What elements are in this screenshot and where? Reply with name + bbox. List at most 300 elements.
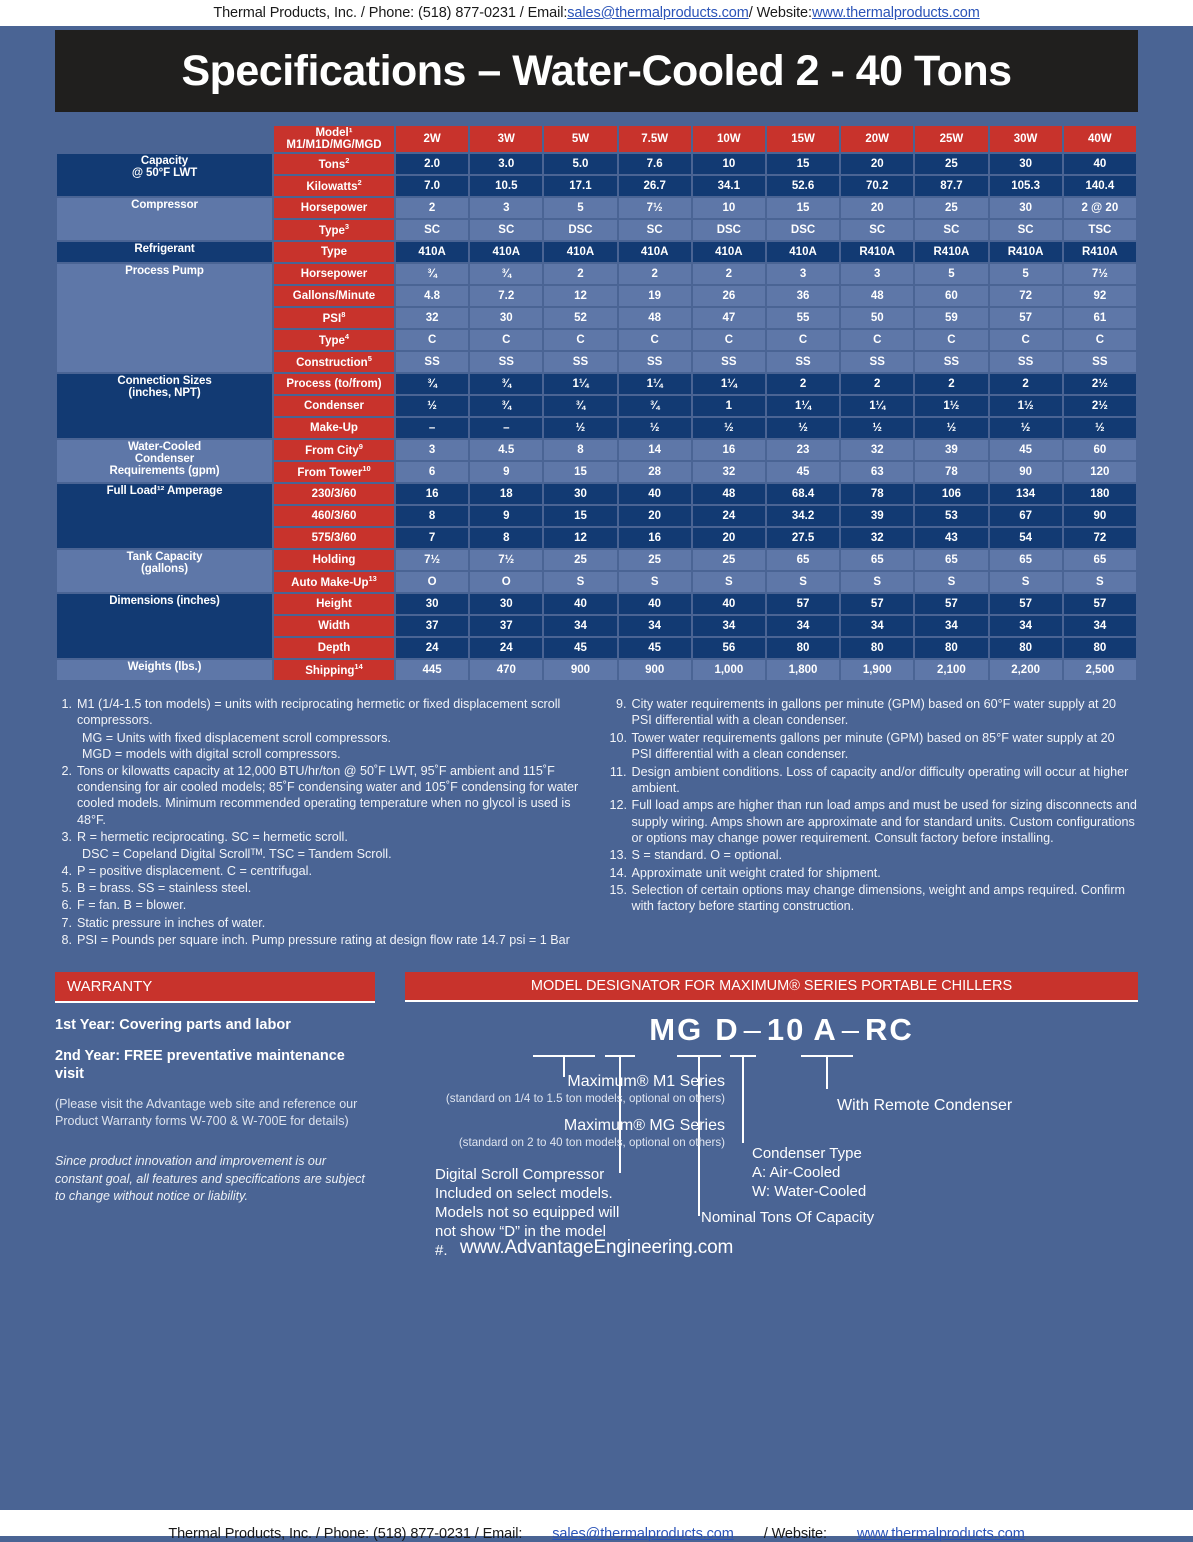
data-cell: SS <box>693 352 765 372</box>
data-cell: 40 <box>619 594 691 614</box>
data-cell: ¾ <box>470 264 542 284</box>
data-cell: S <box>1064 572 1136 592</box>
footnote-item <box>610 730 1139 763</box>
data-cell: 60 <box>915 286 987 306</box>
annotation-condenser-type <box>752 1144 866 1202</box>
data-cell: 4.8 <box>396 286 468 306</box>
data-cell: 34 <box>990 616 1062 636</box>
data-cell: 1,900 <box>841 660 913 680</box>
data-cell: R410A <box>915 242 987 262</box>
data-cell: 32 <box>841 528 913 548</box>
annotation-mg-title: Maximum® MG Series <box>563 1116 725 1134</box>
table-row <box>57 594 1136 614</box>
row-label: Construction$^5$ <box>274 352 394 372</box>
code-segment-mg: MG <box>649 1011 704 1047</box>
code-dash-2: – <box>841 1011 861 1047</box>
data-cell: SS <box>841 352 913 372</box>
data-cell: 80 <box>990 638 1062 658</box>
data-cell: 55 <box>767 308 839 328</box>
footnote-number: 13. <box>609 848 628 863</box>
data-cell: ¾ <box>396 264 468 284</box>
data-cell: 67 <box>990 506 1062 526</box>
table-row <box>57 242 1136 262</box>
data-cell: ½ <box>1064 418 1136 438</box>
data-cell: 20 <box>841 154 913 174</box>
data-cell: 2.0 <box>396 154 468 174</box>
data-cell: 1 <box>693 396 765 416</box>
contact-email-link-bottom[interactable]: sales@thermalproducts.com <box>552 1526 734 1542</box>
footnote-text: Full load amps are higher than run load amps and must be used for sizing disconnects and supply wiring. Amps shown are approximate and for standard units. Custom configurations or options may change power requirement. Consult factory before installing. <box>631 798 1137 845</box>
column-header-7.5w: 7.5W <box>619 126 691 152</box>
footnote-text: B = brass. SS = stainless steel. <box>77 881 252 896</box>
bottom-contact-bar <box>0 1510 1193 1542</box>
data-cell: 2,500 <box>1064 660 1136 680</box>
warranty-heading: WARRANTY <box>55 972 375 1003</box>
footnote-number: 12. <box>609 798 628 813</box>
data-cell: ½ <box>619 418 691 438</box>
contact-email-link[interactable]: sales@thermalproducts.com <box>567 5 749 21</box>
data-cell: – <box>396 418 468 438</box>
table-row <box>57 550 1136 570</box>
data-cell: 34 <box>767 616 839 636</box>
footnote-text: PSI = Pounds per square inch. Pump pressure rating at design flow rate 14.7 psi = 1 Bar <box>77 933 570 948</box>
table-row <box>57 154 1136 174</box>
data-cell: 52.6 <box>767 176 839 196</box>
data-cell: 25 <box>619 550 691 570</box>
data-cell: C <box>693 330 765 350</box>
data-cell: 34.1 <box>693 176 765 196</box>
data-cell: 80 <box>841 638 913 658</box>
data-cell: 39 <box>841 506 913 526</box>
data-cell: 65 <box>1064 550 1136 570</box>
column-header-3w: 3W <box>470 126 542 152</box>
row-label: Height <box>274 594 394 614</box>
data-cell: 15 <box>767 154 839 174</box>
data-cell: 19 <box>619 286 691 306</box>
data-cell: 20 <box>693 528 765 548</box>
data-cell: O <box>470 572 542 592</box>
data-cell: 80 <box>1064 638 1136 658</box>
data-cell: 50 <box>841 308 913 328</box>
data-cell: 20 <box>619 506 691 526</box>
data-cell: 4.5 <box>470 440 542 460</box>
data-cell: 26.7 <box>619 176 691 196</box>
data-cell: 25 <box>915 154 987 174</box>
footnote-item <box>610 764 1139 797</box>
data-cell: 5 <box>915 264 987 284</box>
data-cell: R410A <box>990 242 1062 262</box>
table-row <box>57 198 1136 218</box>
warranty-panel <box>55 972 375 1227</box>
data-cell: 7½ <box>619 198 691 218</box>
data-cell: 8 <box>396 506 468 526</box>
annotation-m1-title: Maximum® M1 Series <box>567 1072 725 1090</box>
data-cell: 140.4 <box>1064 176 1136 196</box>
data-cell: 36 <box>767 286 839 306</box>
contact-website-link[interactable]: www.thermalproducts.com <box>811 5 980 21</box>
data-cell: 3 <box>841 264 913 284</box>
data-cell: S <box>619 572 691 592</box>
data-cell: 5.0 <box>544 154 616 174</box>
column-header-15w: 15W <box>767 126 839 152</box>
data-cell: S <box>767 572 839 592</box>
footnote-item <box>55 880 584 896</box>
data-cell: 80 <box>767 638 839 658</box>
data-cell: 72 <box>1064 528 1136 548</box>
data-cell: 5 <box>990 264 1062 284</box>
footnote-number: 6. <box>61 898 72 913</box>
data-cell: 37 <box>470 616 542 636</box>
data-cell: 7 <box>396 528 468 548</box>
data-cell: 72 <box>990 286 1062 306</box>
footnote-text: S = standard. O = optional. <box>631 848 783 863</box>
data-cell: ½ <box>767 418 839 438</box>
data-cell: 16 <box>396 484 468 504</box>
data-cell: 56 <box>693 638 765 658</box>
footnote-subline: MG = Units with fixed displacement scroll compressors. <box>82 730 391 745</box>
data-cell: 39 <box>915 440 987 460</box>
group-label-5: Water-Cooled Condenser Requirements (gpm) <box>57 440 272 482</box>
data-cell: 9 <box>470 462 542 482</box>
group-label-2: Refrigerant <box>57 242 272 262</box>
row-label: Shipping$^{14}$ <box>274 660 394 680</box>
data-cell: 1½ <box>915 396 987 416</box>
contact-mid-bottom: / Website: <box>763 1526 827 1542</box>
data-cell: 57 <box>990 594 1062 614</box>
footnote-text: P = positive displacement. C = centrifugal. <box>77 863 312 878</box>
data-cell: 7½ <box>396 550 468 570</box>
data-cell: 59 <box>915 308 987 328</box>
data-cell: S <box>915 572 987 592</box>
data-cell: 32 <box>693 462 765 482</box>
row-label: Gallons/Minute <box>274 286 394 306</box>
data-cell: C <box>915 330 987 350</box>
data-cell: 60 <box>1064 440 1136 460</box>
footnote-number: 8. <box>61 933 72 948</box>
data-cell: ½ <box>544 418 616 438</box>
title-banner-wrap <box>0 26 1193 112</box>
column-header-40w: 40W <box>1064 126 1136 152</box>
data-cell: 8 <box>544 440 616 460</box>
group-label-1: Compressor <box>57 198 272 240</box>
data-cell: 28 <box>619 462 691 482</box>
data-cell: 16 <box>619 528 691 548</box>
data-cell: ½ <box>841 418 913 438</box>
footnote-number: 14. <box>609 865 628 880</box>
table-row <box>57 484 1136 504</box>
data-cell: DSC <box>544 220 616 240</box>
model-code <box>405 1012 1138 1048</box>
row-label: 230/3/60 <box>274 484 394 504</box>
data-cell: 57 <box>1064 594 1136 614</box>
data-cell: 10.5 <box>470 176 542 196</box>
data-cell: 1½ <box>990 396 1062 416</box>
data-cell: SC <box>470 220 542 240</box>
data-cell: 34 <box>841 616 913 636</box>
data-cell: SS <box>396 352 468 372</box>
data-cell: 2 <box>619 264 691 284</box>
data-cell: 7.0 <box>396 176 468 196</box>
data-cell: 900 <box>544 660 616 680</box>
data-cell: 78 <box>915 462 987 482</box>
column-header-25w: 25W <box>915 126 987 152</box>
data-cell: C <box>1064 330 1136 350</box>
footnote-text: R = hermetic reciprocating. SC = hermetic scroll. <box>77 830 348 844</box>
data-cell: 48 <box>619 308 691 328</box>
footnotes-left-column <box>55 696 584 949</box>
top-contact-bar <box>0 0 1193 26</box>
page-title: Specifications – Water-Cooled 2 - 40 Tons <box>181 46 1012 95</box>
specifications-table <box>55 124 1138 682</box>
data-cell: 65 <box>841 550 913 570</box>
data-cell: 23 <box>767 440 839 460</box>
data-cell: 3.0 <box>470 154 542 174</box>
data-cell: 80 <box>915 638 987 658</box>
row-label: Type <box>274 242 394 262</box>
data-cell: C <box>619 330 691 350</box>
data-cell: 1,800 <box>767 660 839 680</box>
title-banner <box>55 30 1138 112</box>
data-cell: 65 <box>915 550 987 570</box>
data-cell: SC <box>841 220 913 240</box>
annotation-nominal-tons: Nominal Tons Of Capacity <box>701 1208 875 1226</box>
row-label: PSI$^8$ <box>274 308 394 328</box>
data-cell: 410A <box>470 242 542 262</box>
data-cell: 34 <box>1064 616 1136 636</box>
footnote-text: Approximate unit weight crated for shipment. <box>631 865 881 880</box>
data-cell: 16 <box>693 440 765 460</box>
data-cell: SC <box>990 220 1062 240</box>
row-label: Make-Up <box>274 418 394 438</box>
data-cell: 10 <box>693 198 765 218</box>
data-cell: SS <box>767 352 839 372</box>
data-cell: C <box>990 330 1062 350</box>
footnote-subline: MGD = models with digital scroll compressors. <box>82 747 341 762</box>
annotation-condenser-title: Condenser Type <box>752 1144 862 1162</box>
data-cell: 180 <box>1064 484 1136 504</box>
data-cell: 27.5 <box>767 528 839 548</box>
data-cell: 410A <box>544 242 616 262</box>
contact-website-link-bottom[interactable]: www.thermalproducts.com <box>856 1526 1025 1542</box>
group-label-0: Capacity @ 50°F LWT <box>57 154 272 196</box>
data-cell: 45 <box>544 638 616 658</box>
data-cell: S <box>841 572 913 592</box>
footnote-number: 2. <box>61 763 72 778</box>
data-cell: 105.3 <box>990 176 1062 196</box>
data-cell: 2 @ 20 <box>1064 198 1136 218</box>
group-label-3: Process Pump <box>57 264 272 372</box>
data-cell: DSC <box>767 220 839 240</box>
advantage-site-line: www.AdvantageEngineering.com <box>459 1236 734 1258</box>
data-cell: 7½ <box>470 550 542 570</box>
data-cell: 15 <box>544 506 616 526</box>
data-cell: 20 <box>841 198 913 218</box>
annotation-m1-sub: (standard on 1/4 to 1.5 ton models, optional on others) <box>445 1091 725 1105</box>
data-cell: S <box>693 572 765 592</box>
data-cell: 45 <box>619 638 691 658</box>
row-label: Depth <box>274 638 394 658</box>
data-cell: 65 <box>990 550 1062 570</box>
data-cell: C <box>841 330 913 350</box>
data-cell: 40 <box>544 594 616 614</box>
column-header-10w: 10W <box>693 126 765 152</box>
data-cell: 87.7 <box>915 176 987 196</box>
row-label: From Tower$^{10}$ <box>274 462 394 482</box>
data-cell: 2 <box>767 374 839 394</box>
annotation-mg-series <box>365 1116 725 1151</box>
code-dash-1: – <box>743 1011 763 1047</box>
warranty-year-1: 1st Year: Covering parts and labor <box>55 1016 291 1033</box>
data-cell: 2 <box>396 198 468 218</box>
leader-a <box>742 1055 744 1143</box>
data-cell: S <box>544 572 616 592</box>
footnote-text: F = fan. B = blower. <box>77 898 187 913</box>
footnote-number: 9. <box>615 697 627 712</box>
data-cell: 70.2 <box>841 176 913 196</box>
data-cell: 53 <box>915 506 987 526</box>
data-cell: 5 <box>544 198 616 218</box>
data-cell: 30 <box>470 308 542 328</box>
data-cell: 78 <box>841 484 913 504</box>
table-row <box>57 660 1136 680</box>
column-header-30w: 30W <box>990 126 1062 152</box>
data-cell: 3 <box>470 198 542 218</box>
data-cell: SS <box>915 352 987 372</box>
data-cell: 14 <box>619 440 691 460</box>
footnote-number: 3. <box>61 830 72 844</box>
warranty-year-2: 2nd Year: FREE preventative maintenance visit <box>55 1047 345 1082</box>
leader-rc <box>826 1055 828 1089</box>
annotation-condenser-a: A: Air-Cooled <box>752 1163 841 1181</box>
data-cell: SS <box>470 352 542 372</box>
code-segment-tons: 10 <box>766 1011 806 1047</box>
footnote-item <box>610 847 1139 863</box>
data-cell: 15 <box>767 198 839 218</box>
model-header-cell: Model¹ M1/M1D/MG/MGD <box>274 126 394 152</box>
group-label-9: Weights (lbs.) <box>57 660 272 680</box>
data-cell: 40 <box>1064 154 1136 174</box>
data-cell: 2½ <box>1064 374 1136 394</box>
data-cell: 34 <box>544 616 616 636</box>
row-label: 575/3/60 <box>274 528 394 548</box>
data-cell: 90 <box>990 462 1062 482</box>
group-label-4: Connection Sizes (inches, NPT) <box>57 374 272 438</box>
data-cell: 2,100 <box>915 660 987 680</box>
data-cell: R410A <box>841 242 913 262</box>
warranty-disclaimer: Since product innovation and improvement is our constant goal, all features and specifications are subject to change without notice or liability. <box>55 1154 365 1204</box>
footnote-text: City water requirements in gallons per minute (GPM) based on 60°F water supply at 20 PSI differential with a clean condenser. <box>631 697 1117 728</box>
data-cell: 34 <box>693 616 765 636</box>
footnote-item <box>55 863 584 879</box>
data-cell: SS <box>990 352 1062 372</box>
data-cell: 2 <box>693 264 765 284</box>
data-cell: ½ <box>990 418 1062 438</box>
data-cell: 68.4 <box>767 484 839 504</box>
data-cell: SS <box>544 352 616 372</box>
footnotes <box>0 682 1193 949</box>
data-cell: 410A <box>396 242 468 262</box>
data-cell: 2,200 <box>990 660 1062 680</box>
footnote-number: 15. <box>609 883 628 898</box>
contact-prefix-bottom: Thermal Products, Inc. / Phone: (518) 877-0231 / Email: <box>168 1526 523 1542</box>
data-cell: TSC <box>1064 220 1136 240</box>
data-cell: ¾ <box>470 396 542 416</box>
data-cell: 2 <box>915 374 987 394</box>
data-cell: ¾ <box>619 396 691 416</box>
code-segment-d: D <box>715 1011 740 1047</box>
column-header-20w: 20W <box>841 126 913 152</box>
contact-mid: / Website: <box>748 5 812 21</box>
data-cell: C <box>544 330 616 350</box>
data-cell: S <box>990 572 1062 592</box>
data-cell: ¾ <box>544 396 616 416</box>
annotation-digital-scroll: Digital Scroll Compressor Included on select models. Models not so equipped will not show “D” in the model #. <box>435 1165 620 1260</box>
data-cell: – <box>470 418 542 438</box>
data-cell: 90 <box>1064 506 1136 526</box>
data-cell: 40 <box>619 484 691 504</box>
data-cell: 106 <box>915 484 987 504</box>
data-cell: SC <box>915 220 987 240</box>
data-cell: C <box>470 330 542 350</box>
table-row <box>57 264 1136 284</box>
footnote-item <box>55 763 584 828</box>
data-cell: 3 <box>396 440 468 460</box>
data-cell: SC <box>396 220 468 240</box>
group-label-8: Dimensions (inches) <box>57 594 272 658</box>
annotation-mg-sub: (standard on 2 to 40 ton models, optional on others) <box>458 1135 725 1149</box>
data-cell: 32 <box>841 440 913 460</box>
footnote-number: 1. <box>61 697 72 712</box>
footnote-item <box>610 696 1139 729</box>
footnote-item <box>55 829 584 845</box>
data-cell: ¾ <box>470 374 542 394</box>
data-cell: 2 <box>990 374 1062 394</box>
data-cell: 1,000 <box>693 660 765 680</box>
data-cell: 52 <box>544 308 616 328</box>
data-cell: ½ <box>396 396 468 416</box>
code-segment-a: A <box>813 1011 838 1047</box>
footnote-number: 7. <box>61 915 72 930</box>
group-label-6: Full Load¹² Amperage <box>57 484 272 548</box>
footnote-number: 5. <box>61 881 72 896</box>
data-cell: 47 <box>693 308 765 328</box>
data-cell: 18 <box>470 484 542 504</box>
data-cell: 48 <box>693 484 765 504</box>
footnote-number: 11. <box>609 764 627 779</box>
data-cell: 2 <box>841 374 913 394</box>
row-label: 460/3/60 <box>274 506 394 526</box>
annotation-condenser-w: W: Water-Cooled <box>752 1182 867 1200</box>
group-label-7: Tank Capacity (gallons) <box>57 550 272 592</box>
footnote-subline: DSC = Copeland Digital Scrollᵀᴹ. TSC = Tandem Scroll. <box>82 847 392 862</box>
data-cell: 470 <box>470 660 542 680</box>
table-header-row <box>57 126 1136 152</box>
data-cell: 57 <box>841 594 913 614</box>
data-cell: 120 <box>1064 462 1136 482</box>
data-cell: 30 <box>990 154 1062 174</box>
data-cell: 410A <box>767 242 839 262</box>
annotation-m1-series <box>365 1072 725 1107</box>
data-cell: 24 <box>470 638 542 658</box>
data-cell: 92 <box>1064 286 1136 306</box>
data-cell: 1¼ <box>619 374 691 394</box>
data-cell: 2 <box>544 264 616 284</box>
row-label: Holding <box>274 550 394 570</box>
annotation-remote-condenser: With Remote Condenser <box>837 1096 1013 1114</box>
footnote-item <box>610 797 1139 846</box>
data-cell: 30 <box>990 198 1062 218</box>
data-cell: 1¼ <box>693 374 765 394</box>
